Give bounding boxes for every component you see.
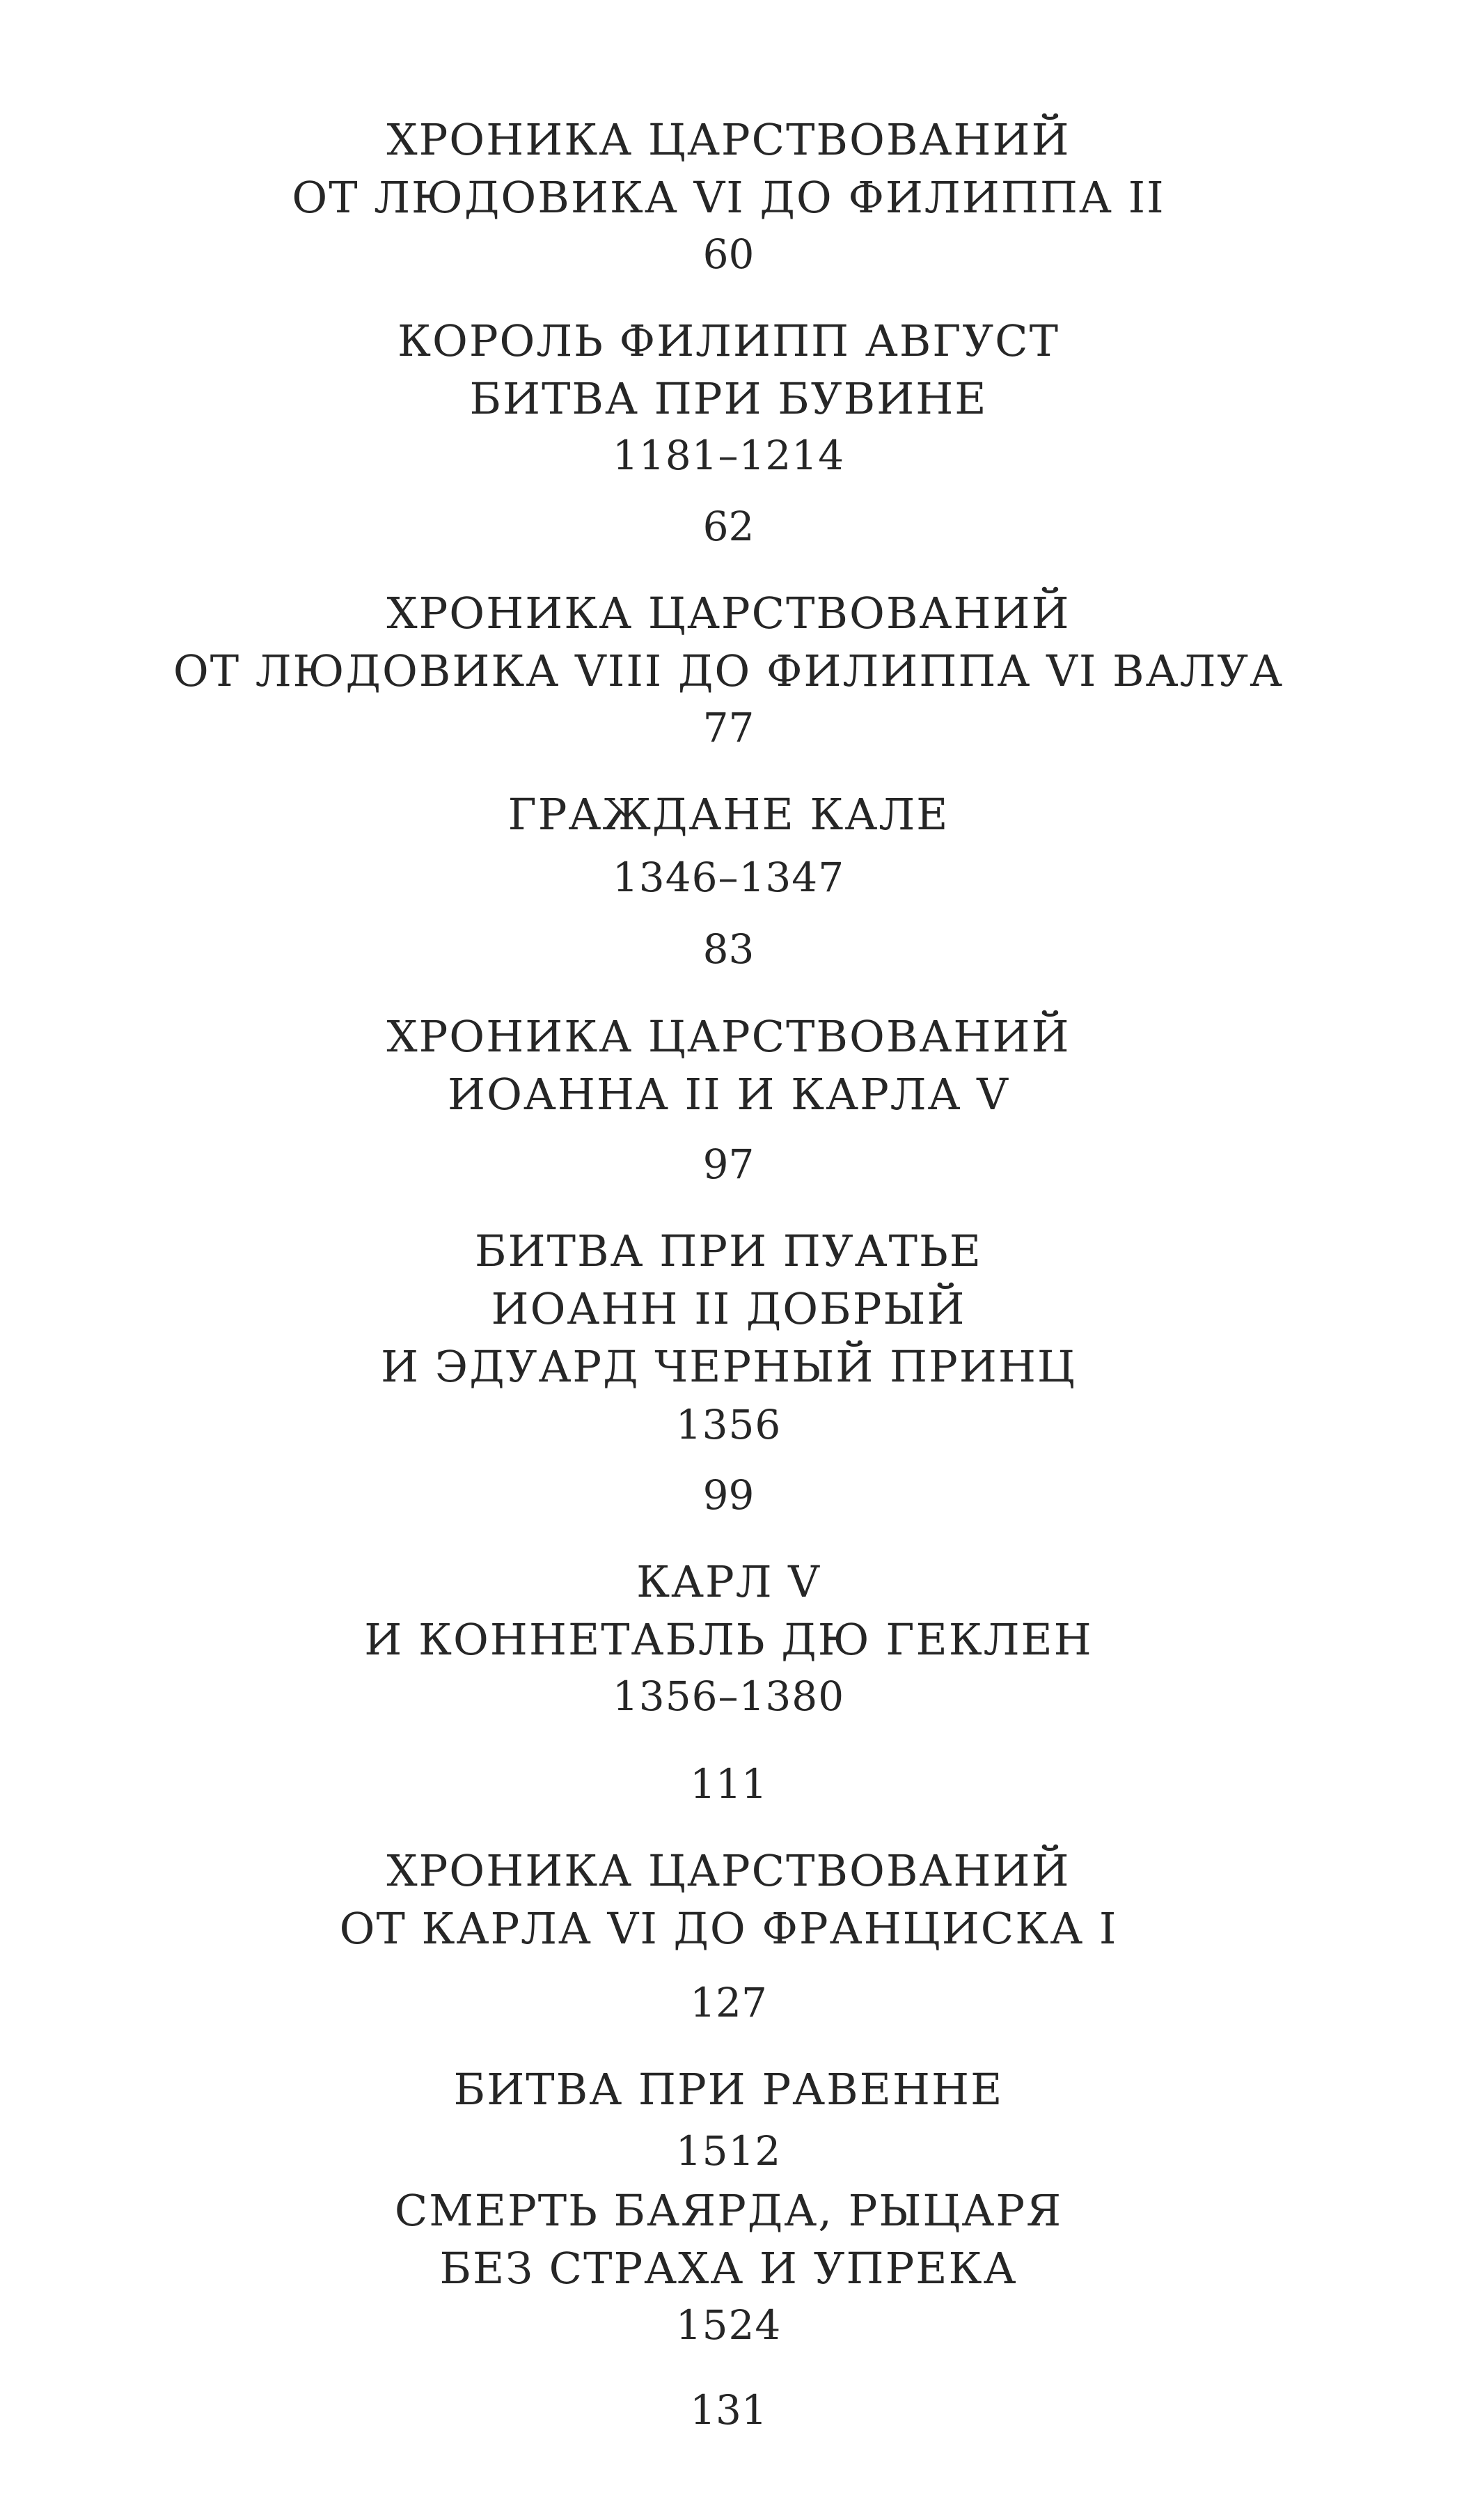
toc-entry-years: 1356–1380 — [612, 1673, 845, 1720]
toc-entry-title: ХРОНИКА ЦАРСТВОВАНИЙ — [386, 1011, 1071, 1062]
toc-entry-page-number: 77 — [702, 704, 755, 751]
toc-entry-years: 1181–1214 — [612, 432, 845, 479]
toc-entry-title: ХРОНИКА ЦАРСТВОВАНИЙ — [386, 1845, 1071, 1896]
toc-entry-title: БИТВА ПРИ РАВЕННЕ — [453, 2064, 1004, 2115]
toc-entry-page-number: 83 — [702, 925, 755, 973]
toc-entry-page-number: 111 — [690, 1760, 767, 1808]
toc-entry-title: ИОАННА II И КАРЛА V — [448, 1069, 1009, 1120]
toc-entry-title: ХРОНИКА ЦАРСТВОВАНИЙ — [386, 588, 1071, 639]
toc-entry-title: БИТВА ПРИ БУВИНЕ — [469, 373, 988, 424]
toc-entry-page-number: 127 — [690, 1979, 767, 2026]
toc-entry-page-number: 62 — [702, 503, 755, 550]
toc-entry-title: И КОННЕТАБЛЬ ДЮ ГЕКЛЕН — [364, 1614, 1093, 1665]
toc-entry-title: БИТВА ПРИ ПУАТЬЕ — [475, 1226, 982, 1276]
toc-entry-page-number: 60 — [702, 230, 755, 278]
toc-entry-title: ОТ ЛЮДОВИКА VI ДО ФИЛИППА II — [292, 172, 1165, 223]
toc-entry-years: 1524 — [675, 2301, 782, 2349]
toc-entry-title: КАРЛ V — [636, 1556, 821, 1607]
toc-entry-title: ГРАЖДАНЕ КАЛЕ — [507, 789, 950, 840]
toc-entry-title: ОТ КАРЛА VI ДО ФРАНЦИСКА I — [339, 1903, 1118, 1954]
toc-entry-title: ХРОНИКА ЦАРСТВОВАНИЙ — [386, 114, 1071, 165]
toc-entry-title: ОТ ЛЮДОВИКА VIII ДО ФИЛИППА VI ВАЛУА — [173, 645, 1284, 696]
toc-entry-years: 1346–1347 — [612, 854, 845, 901]
toc-entry-subtitle: БЕЗ СТРАХА И УПРЕКА — [439, 2243, 1018, 2294]
toc-entry-page-number: 97 — [702, 1141, 755, 1188]
toc-entry-page-number: 131 — [690, 2386, 767, 2434]
toc-entry-years: 1356 — [675, 1401, 782, 1448]
toc-entry-subtitle: СМЕРТЬ БАЯРДА, РЫЦАРЯ — [394, 2185, 1063, 2236]
toc-entry-title: ИОАНН II ДОБРЫЙ — [491, 1283, 966, 1334]
toc-entry-years: 1512 — [675, 2127, 782, 2175]
toc-entry-page-number: 99 — [702, 1471, 755, 1519]
toc-entry-title: КОРОЛЬ ФИЛИПП АВГУСТ — [397, 315, 1060, 366]
toc-entry-title: И ЭДУАРД ЧЕРНЫЙ ПРИНЦ — [381, 1341, 1076, 1392]
